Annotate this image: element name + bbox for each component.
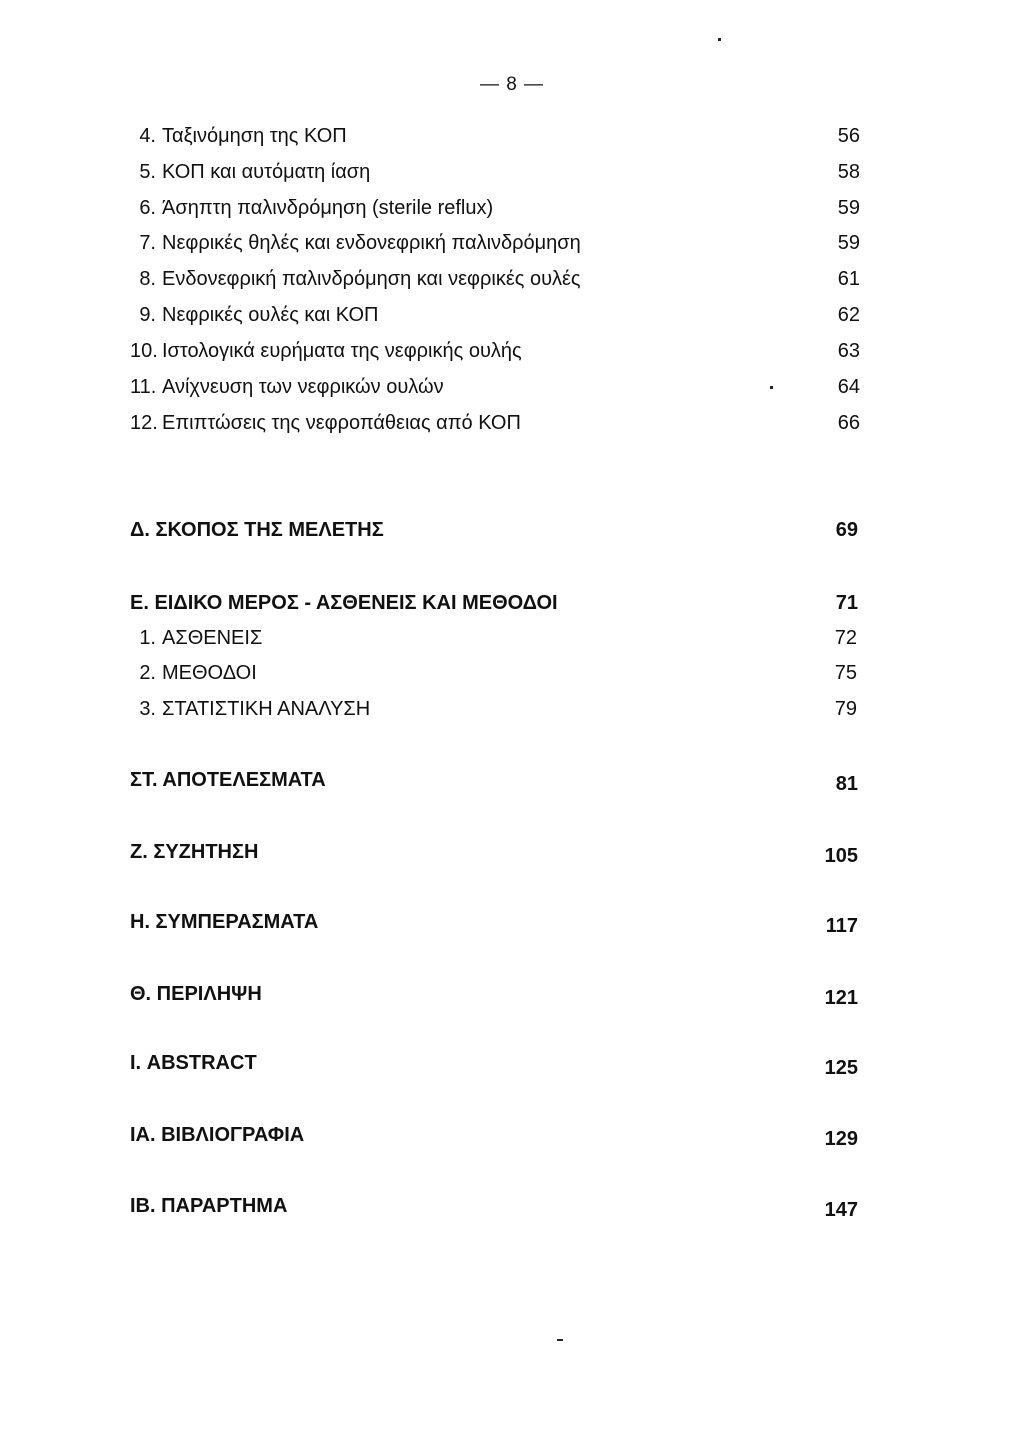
entry-page: 61 (837, 268, 860, 290)
section-title: Ι. ABSTRACT (130, 1052, 257, 1074)
entry-title: Ταξινόμηση της ΚΟΠ (162, 125, 347, 147)
entry-title: Επιπτώσεις της νεφροπάθειας από ΚΟΠ (162, 412, 521, 434)
section-page: 105 (824, 845, 858, 867)
entry-title: ΑΣΘΕΝΕΙΣ (162, 627, 263, 649)
entry-page: 59 (837, 232, 860, 254)
section-page: 147 (824, 1199, 858, 1221)
entry-page: 63 (837, 340, 860, 362)
section-title: Θ. ΠΕΡΙΛΗΨΗ (130, 983, 262, 1005)
section-title: Ε. ΕΙΔΙΚΟ ΜΕΡΟΣ - ΑΣΘΕΝΕΙΣ ΚΑΙ ΜΕΘΟΔΟΙ (130, 592, 558, 614)
entry-number: 9. (139, 304, 156, 326)
entry-number: 11. (130, 376, 157, 398)
entry-title: Νεφρικές θηλές και ενδονεφρική παλινδρόμηση (162, 232, 581, 254)
section-title: Η. ΣΥΜΠΕΡΑΣΜΑΤΑ (130, 911, 319, 933)
entry-page: 79 (834, 698, 857, 720)
entry-page: 72 (834, 627, 857, 649)
entry-title: ΣΤΑΤΙΣΤΙΚΗ ΑΝΑΛΥΣΗ (162, 698, 371, 720)
entry-number: 8. (139, 268, 156, 290)
page-number: — 8 — (479, 74, 545, 95)
entry-page: 75 (834, 662, 857, 684)
section-page: 121 (824, 987, 858, 1009)
entry-page: 59 (837, 197, 860, 219)
entry-title: Νεφρικές ουλές και ΚΟΠ (162, 304, 379, 326)
scan-speck (718, 38, 721, 41)
entry-number: 4. (139, 125, 156, 147)
entry-title: Άσηπτη παλινδρόμηση (sterile reflux) (162, 197, 494, 219)
entry-page: 66 (837, 412, 860, 434)
entry-title: ΚΟΠ και αυτόματη ίαση (162, 161, 371, 183)
section-page: 69 (835, 519, 858, 541)
entry-page: 56 (837, 125, 860, 147)
entry-title: Ιστολογικά ευρήματα της νεφρικής ουλής (162, 340, 522, 362)
entry-number: 2. (139, 662, 156, 684)
scan-speck (770, 386, 773, 389)
entry-number: 3. (139, 698, 156, 720)
entry-number: 5. (139, 161, 156, 183)
entry-page: 64 (837, 376, 860, 398)
section-page: 117 (825, 915, 858, 937)
entry-number: 6. (139, 197, 156, 219)
entry-number: 12. (130, 412, 158, 434)
entry-number: 1. (139, 627, 156, 649)
entry-title: Ανίχνευση των νεφρικών ουλών (162, 376, 444, 398)
entry-page: 58 (837, 161, 860, 183)
section-page: 129 (824, 1128, 858, 1150)
section-page: 125 (824, 1057, 858, 1079)
section-title: ΣΤ. ΑΠΟΤΕΛΕΣΜΑΤΑ (130, 769, 326, 791)
section-page: 71 (835, 592, 858, 614)
section-title: ΙΒ. ΠΑΡΑΡΤΗΜΑ (130, 1195, 288, 1217)
scan-speck (557, 1339, 563, 1341)
entry-number: 10. (130, 340, 158, 362)
entry-title: Ενδονεφρική παλινδρόμηση και νεφρικές ουλές (162, 268, 581, 290)
entry-page: 62 (837, 304, 860, 326)
section-title: Δ. ΣΚΟΠΟΣ ΤΗΣ ΜΕΛΕΤΗΣ (130, 519, 384, 541)
entry-title: ΜΕΘΟΔΟΙ (162, 662, 257, 684)
entry-number: 7. (139, 232, 156, 254)
section-page: 81 (835, 773, 858, 795)
section-title: Ζ. ΣΥΖΗΤΗΣΗ (130, 841, 259, 863)
section-title: ΙΑ. ΒΙΒΛΙΟΓΡΑΦΙΑ (130, 1124, 305, 1146)
